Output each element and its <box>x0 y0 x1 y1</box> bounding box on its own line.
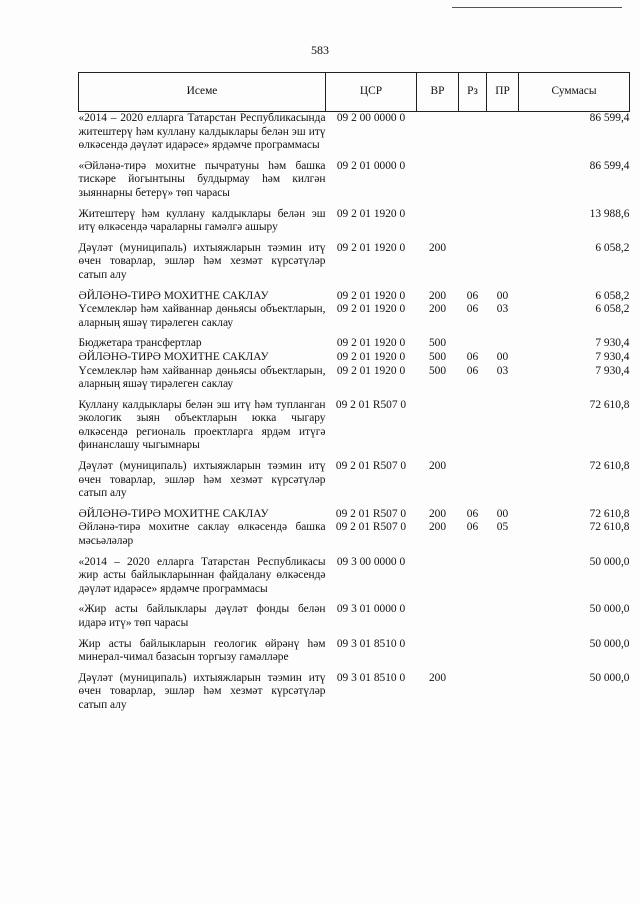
row-pr <box>487 330 519 351</box>
budget-table <box>78 72 630 713</box>
row-csr: 09 2 01 0000 0 <box>336 159 406 172</box>
row-rz <box>459 665 487 713</box>
table-row <box>79 501 630 522</box>
table-row <box>79 392 630 453</box>
row-sum: 72 610,8 <box>589 398 630 411</box>
row-sum: 50 000,0 <box>589 555 630 568</box>
table-row <box>79 596 630 630</box>
row-name: Әйләнә-тирә мохитне саклау өлкәсендә башка мәсьәләләр <box>78 521 326 548</box>
header-name: Исеме <box>79 73 326 112</box>
header-sum: Суммасы <box>519 73 630 112</box>
row-vr: 200 <box>428 671 447 684</box>
header-pr: ПР <box>487 73 519 112</box>
row-vr: 200 <box>428 303 447 316</box>
row-vr <box>417 153 459 201</box>
row-vr <box>417 549 459 597</box>
table-row <box>79 365 630 392</box>
row-sum: 50 000,0 <box>589 637 630 650</box>
row-sum: 13 988,6 <box>589 207 630 220</box>
row-pr <box>487 392 519 453</box>
row-csr: 09 3 01 0000 0 <box>336 603 406 616</box>
row-vr: 200 <box>428 507 447 520</box>
row-name: Дәүләт (муниципаль) ихтыяжларын тәэмин итү өчен товарлар, эшләр һәм хезмәт күрсәтүләр сатып алу <box>78 671 326 711</box>
header-rz: Рз <box>459 73 487 112</box>
table-row <box>79 303 630 330</box>
table-row <box>79 351 630 365</box>
row-csr: 09 2 01 1920 0 <box>336 241 406 254</box>
row-rz <box>459 201 487 235</box>
row-rz <box>459 631 487 665</box>
table-row <box>79 201 630 235</box>
row-csr: 09 2 01 R507 0 <box>335 460 407 473</box>
row-sum: 6 058,2 <box>595 303 630 316</box>
row-pr: 00 <box>496 289 509 302</box>
table-row <box>79 153 630 201</box>
table-row <box>79 453 630 501</box>
row-csr: 09 3 00 0000 0 <box>336 555 406 568</box>
row-csr: 09 3 01 8510 0 <box>336 637 406 650</box>
row-pr <box>487 549 519 597</box>
header-csr: ЦСР <box>326 73 417 112</box>
row-csr: 09 2 01 1920 0 <box>336 350 406 363</box>
row-vr <box>417 631 459 665</box>
row-rz: 06 <box>466 507 479 520</box>
table-row <box>79 549 630 597</box>
row-vr <box>417 596 459 630</box>
row-sum: 86 599,4 <box>589 112 630 124</box>
row-name: «2014 – 2020 елларга Татарстан Республикасында житештерү һәм куллану калдыклары белән эш итү өлкәсендә дәүләт идарәсе» ярдәмче программасы <box>78 112 326 152</box>
row-vr: 200 <box>428 241 447 254</box>
row-csr: 09 2 01 R507 0 <box>335 507 407 520</box>
row-pr: 00 <box>496 350 509 363</box>
row-rz <box>459 596 487 630</box>
table-row <box>79 631 630 665</box>
table-row <box>79 283 630 304</box>
row-csr: 09 2 01 1920 0 <box>336 207 406 220</box>
page-number: 583 <box>311 43 329 57</box>
row-vr: 200 <box>428 460 447 473</box>
row-pr: 00 <box>496 507 509 520</box>
row-rz <box>459 549 487 597</box>
table-header-row <box>79 73 630 112</box>
row-name: Житештерү һәм куллану калдыклары белән эш итү өлкәсендә чараларны гамәлгә ашыру <box>78 207 326 234</box>
row-sum: 72 610,8 <box>589 521 630 534</box>
row-name: Жир асты байлыкларын геологик өйрәнү һәм минерал-чимал базасын торгызу гамәлләре <box>78 637 326 664</box>
row-vr: 200 <box>428 289 447 302</box>
header-vr: ВР <box>417 73 459 112</box>
row-vr: 500 <box>428 337 447 350</box>
row-vr <box>417 392 459 453</box>
row-name: Бюджетара трансфертлар <box>78 337 202 350</box>
row-name: «2014 – 2020 елларга Татарстан Республикасы жир асты байлыкларыннан файдалану өлкәсендә дәүләт идарәсе» ярдәмче программасы <box>78 555 326 595</box>
row-vr: 500 <box>428 364 447 377</box>
table-row <box>79 665 630 713</box>
row-name: Үсемлекләр һәм хайваннар дөньясы объектларын, аларның яшәү тирәлеген саклау <box>78 303 326 329</box>
row-sum: 72 610,8 <box>589 460 630 473</box>
row-pr <box>487 153 519 201</box>
row-name: Куллану калдыклары белән эш итү һәм тупланган экологик зыян объектларын юкка чыгару өлкәсендә региональ проектларга ярдәм итүгә финанслашу чыгымнары <box>78 398 326 452</box>
row-pr: 05 <box>496 521 509 534</box>
row-rz: 06 <box>466 521 479 534</box>
row-rz <box>459 112 487 153</box>
row-vr <box>417 112 459 153</box>
table-row <box>79 235 630 283</box>
row-name: «Жир асты байлыклары дәүләт фонды белән идарә итү» төп чарасы <box>78 603 326 629</box>
row-name: Дәүләт (муниципаль) ихтыяжларын тәэмин итү өчен товарлар, эшләр һәм хезмәт күрсәтүләр сатып алу <box>78 241 326 281</box>
row-rz: 06 <box>466 289 479 302</box>
row-rz <box>459 330 487 351</box>
row-csr: 09 2 00 0000 0 <box>336 112 406 124</box>
row-sum: 6 058,2 <box>595 241 630 254</box>
row-sum: 6 058,2 <box>595 289 630 302</box>
row-sum: 72 610,8 <box>589 507 630 520</box>
row-rz <box>459 153 487 201</box>
row-pr: 03 <box>496 303 509 316</box>
row-name: Үсемлекләр һәм хайваннар дөньясы объектларын, аларның яшәү тирәлеген саклау <box>78 364 326 391</box>
row-name: «Әйләнә-тирә мохитне пычратуны һәм башка тискәре йогынтыны булдырмау һәм килгән зыяннарны бетерү» төп чарасы <box>78 159 326 199</box>
row-sum: 86 599,4 <box>589 159 630 172</box>
row-csr: 09 2 01 1920 0 <box>336 364 406 377</box>
row-csr: 09 2 01 R507 0 <box>335 398 407 411</box>
row-vr <box>417 201 459 235</box>
row-pr <box>487 235 519 283</box>
row-csr: 09 2 01 1920 0 <box>336 337 406 350</box>
row-pr <box>487 665 519 713</box>
table-row <box>79 521 630 548</box>
row-name: Дәүләт (муниципаль) ихтыяжларын тәэмин итү өчен товарлар, эшләр һәм хезмәт күрсәтүләр сатып алу <box>78 460 326 500</box>
row-csr: 09 2 01 1920 0 <box>336 289 406 302</box>
top-rule-line <box>452 7 622 8</box>
row-sum: 7 930,4 <box>595 364 630 377</box>
row-rz: 06 <box>466 303 479 316</box>
row-sum: 7 930,4 <box>595 337 630 350</box>
row-rz: 06 <box>466 364 479 377</box>
row-name: ӘЙЛӘНӘ-ТИРӘ МОХИТНЕ САКЛАУ <box>78 507 269 520</box>
row-vr: 500 <box>428 350 447 363</box>
row-rz: 06 <box>466 350 479 363</box>
row-rz <box>459 392 487 453</box>
row-csr: 09 2 01 1920 0 <box>336 303 406 316</box>
row-pr <box>487 596 519 630</box>
row-sum: 7 930,4 <box>595 350 630 363</box>
row-csr: 09 2 01 R507 0 <box>335 521 407 534</box>
row-name: ӘЙЛӘНӘ-ТИРӘ МОХИТНЕ САКЛАУ <box>78 350 269 363</box>
row-pr <box>487 112 519 153</box>
row-pr: 03 <box>496 364 509 377</box>
row-pr <box>487 201 519 235</box>
row-sum: 50 000,0 <box>589 603 630 616</box>
row-name: ӘЙЛӘНӘ-ТИРӘ МОХИТНЕ САКЛАУ <box>78 289 269 302</box>
row-vr: 200 <box>428 521 447 534</box>
row-pr <box>487 453 519 501</box>
row-sum: 50 000,0 <box>589 671 630 684</box>
row-rz <box>459 453 487 501</box>
row-csr: 09 3 01 8510 0 <box>336 671 406 684</box>
table-row <box>79 330 630 351</box>
row-pr <box>487 631 519 665</box>
table-row <box>79 112 630 153</box>
row-rz <box>459 235 487 283</box>
